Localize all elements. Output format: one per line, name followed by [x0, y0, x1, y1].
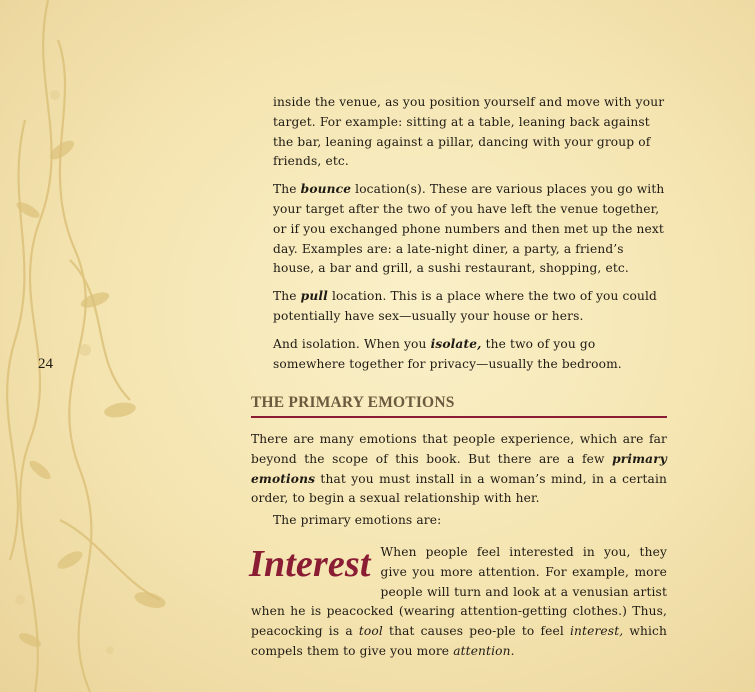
section-body: [251, 430, 667, 662]
body-text-continued: [273, 93, 665, 382]
paragraph-primary-emotions-list-intro: The primary emotions are:: [273, 513, 442, 528]
paragraph-bounce: The bounce location(s). These are various places you go with your target after the two of you have left the venue together, or if you exchanged phone numbers and then met up the next day. Examples are: a late-night diner, a party, a friend’s house, a bar and grill, a sushi restaurant, shopping, etc.: [273, 182, 665, 276]
section-heading: THE PRIMARY EMOTIONS: [251, 394, 667, 418]
interest-display-heading: Interest: [249, 542, 371, 585]
paragraph-pull: The pull location. This is a place where the two of you could potentially have sex—usually your house or hers.: [273, 289, 658, 323]
term-bounce: bounce: [300, 182, 352, 197]
page-number: 24: [38, 356, 53, 372]
term-isolate: isolate,: [430, 336, 482, 351]
paragraph-interest: Interest When people feel interested in you, they give you more attention. For example, more people will turn and look at a venusian artist when he is peacocked (wearing attention-getting clothes.) Thus, peacocking is a tool that causes peo-ple to feel interest, which compels them to give you more attention.: [249, 542, 667, 658]
term-pull: pull: [300, 289, 328, 304]
decorative-vine-illustration: [0, 0, 200, 692]
term-primary-emotions: primary emotions: [251, 451, 667, 486]
paragraph-isolate: And isolation. When you isolate, the two of you go somewhere together for privacy—usually the bedroom.: [273, 336, 622, 371]
paragraph-primary-emotions-intro: There are many emotions that people experience, which are far beyond the scope of this book. But there are a few primary emotions that you must install in a woman’s mind, in a certain order, to begin a sexual relationship with her.: [251, 432, 667, 506]
paragraph-venue: inside the venue, as you position yourself and move with your target. For example: sitting at a table, leaning back against the bar, leaning against a pillar, dancing with your group of friends, etc.: [273, 95, 665, 169]
